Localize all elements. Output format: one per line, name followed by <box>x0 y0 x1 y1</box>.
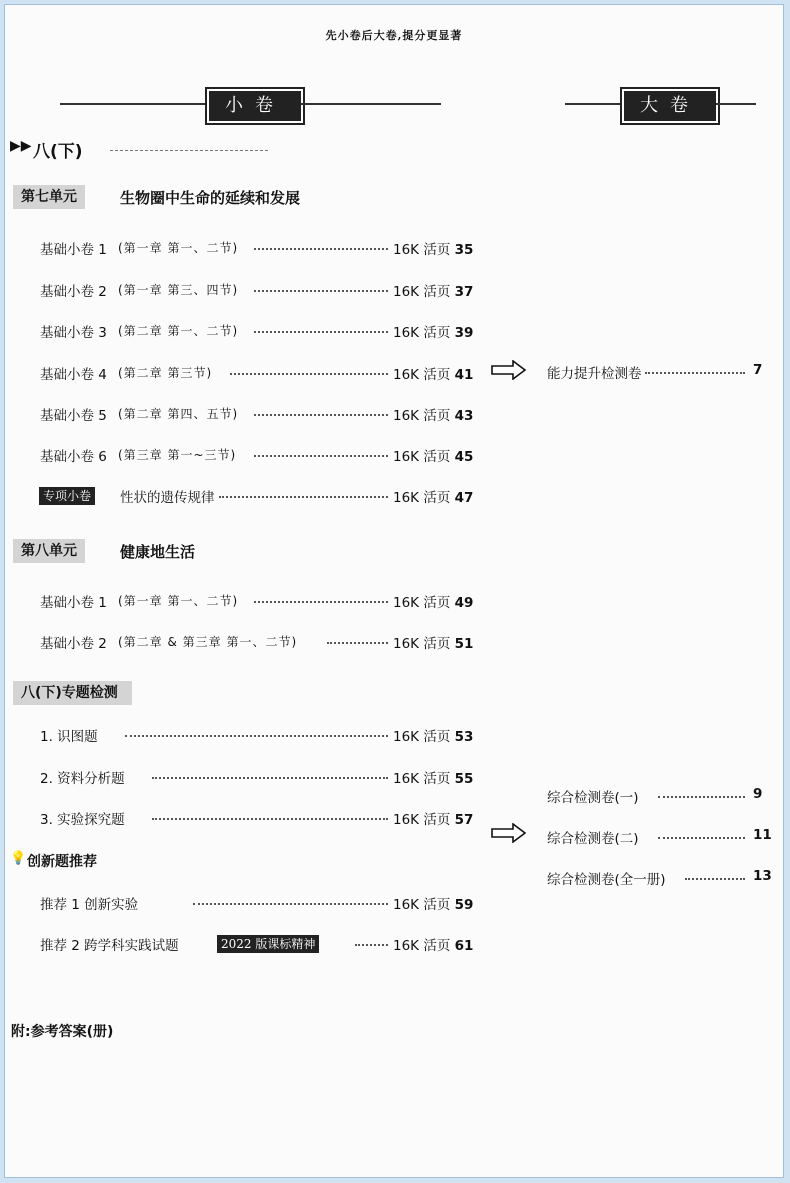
leader-dots <box>327 642 388 644</box>
page-number: 51 <box>454 636 474 652</box>
leader-dots <box>125 735 388 737</box>
large-volume-item: 综合检测卷(一) <box>547 790 639 806</box>
leader-dots <box>152 777 388 779</box>
row-subtitle: (第二章 第三节) <box>118 366 213 380</box>
banner-rule-mid <box>301 103 441 105</box>
row-label: 基础小卷 1 <box>40 595 107 611</box>
page-number: 59 <box>454 897 474 913</box>
row-label: 推荐 2 跨学科实践试题 <box>40 938 179 954</box>
row-label: 2. 资料分析题 <box>40 771 125 787</box>
page-ref <box>393 486 473 506</box>
page-format: 16K 活页 <box>393 284 451 300</box>
large-volume-item: 综合检测卷(全一册) <box>547 872 666 888</box>
page-format: 16K 活页 <box>393 812 451 828</box>
page-number: 43 <box>454 408 474 424</box>
row-label: 基础小卷 1 <box>40 242 107 258</box>
row-label: 推荐 1 创新实验 <box>40 897 139 913</box>
row-label: 基础小卷 6 <box>40 449 107 465</box>
leader-dots <box>193 903 388 905</box>
page-ref <box>393 934 473 954</box>
row-subtitle: (第二章 & 第三章 第一、二节) <box>118 635 298 649</box>
page-number: 35 <box>454 242 474 258</box>
page-number: 45 <box>454 449 474 465</box>
page-ref <box>393 725 473 745</box>
page-number: 13 <box>753 868 772 884</box>
double-arrow-icon: ▶▶ <box>10 138 32 154</box>
unit-tag: 八(下)专题检测 <box>13 681 132 705</box>
page-number: 55 <box>454 771 474 787</box>
slogan: 先小卷后大卷,提分更显著 <box>325 29 463 42</box>
page-ref <box>393 767 473 787</box>
page-format: 16K 活页 <box>393 449 451 465</box>
innovation-heading: 创新题推荐 <box>27 854 97 870</box>
row-subtitle: (第二章 第一、二节) <box>118 324 239 338</box>
leader-dots <box>254 331 388 333</box>
page-number: 11 <box>753 827 772 843</box>
page-ref <box>393 445 473 465</box>
page-format: 16K 活页 <box>393 938 451 954</box>
row-label: 基础小卷 4 <box>40 367 107 383</box>
banner-rule-right-b <box>716 103 756 105</box>
page-format: 16K 活页 <box>393 490 451 506</box>
leader-dots <box>658 796 745 798</box>
row-subtitle: (第二章 第四、五节) <box>118 407 239 421</box>
page-ref <box>393 238 473 258</box>
row-label: 1. 识图题 <box>40 729 98 745</box>
leader-dots <box>254 414 388 416</box>
curriculum-badge: 2022 版课标精神 <box>217 935 319 953</box>
large-volume-banner: 大卷 <box>620 87 720 125</box>
page-ref <box>393 632 473 652</box>
banner-rule-right-a <box>565 103 621 105</box>
page-ref <box>393 280 473 300</box>
row-label: 基础小卷 5 <box>40 408 107 424</box>
page-number: 61 <box>454 938 474 954</box>
page-number: 47 <box>454 490 474 506</box>
large-volume-item: 综合检测卷(二) <box>547 831 639 847</box>
page-format: 16K 活页 <box>393 325 451 341</box>
row-subtitle: (第一章 第一、二节) <box>118 241 239 255</box>
leader-dots <box>230 373 388 375</box>
row-label: 性状的遗传规律 <box>120 490 215 506</box>
page-format: 16K 活页 <box>393 636 451 652</box>
row-subtitle: (第一章 第一、二节) <box>118 594 239 608</box>
page-number: 39 <box>454 325 474 341</box>
lightbulb-icon: 💡 <box>10 851 27 866</box>
unit-tag: 第八单元 <box>13 539 85 563</box>
page-number: 53 <box>454 729 474 745</box>
leader-dots <box>152 818 388 820</box>
row-label: 3. 实验探究题 <box>40 812 125 828</box>
unit-title: 生物圈中生命的延续和发展 <box>120 189 301 207</box>
right-arrow-icon <box>491 360 527 380</box>
toc-page <box>4 4 784 1178</box>
page-format: 16K 活页 <box>393 242 451 258</box>
leader-dots <box>254 455 388 457</box>
page-format: 16K 活页 <box>393 408 451 424</box>
banner-rule-left <box>60 103 205 105</box>
page-number: 49 <box>454 595 474 611</box>
page-number: 7 <box>753 362 763 378</box>
large-volume-item: 能力提升检测卷 <box>547 366 642 382</box>
leader-dots <box>254 290 388 292</box>
unit-title: 健康地生活 <box>120 543 196 561</box>
page-ref <box>393 321 473 341</box>
page-number: 41 <box>454 367 474 383</box>
unit-tag: 第七单元 <box>13 185 85 209</box>
page-number: 9 <box>753 786 763 802</box>
special-badge: 专项小卷 <box>39 487 95 505</box>
page-format: 16K 活页 <box>393 897 451 913</box>
leader-dots <box>355 944 388 946</box>
page-number: 37 <box>454 284 474 300</box>
grade-heading: 八(下) <box>33 142 83 162</box>
page-number: 57 <box>454 812 474 828</box>
row-label: 基础小卷 3 <box>40 325 107 341</box>
leader-dots <box>254 248 388 250</box>
leader-dots <box>645 372 745 374</box>
answers-note: 附:参考答案(册) <box>11 1024 114 1040</box>
leader-dots <box>219 496 388 498</box>
page-ref <box>393 404 473 424</box>
small-volume-banner: 小卷 <box>205 87 305 125</box>
page-ref <box>393 808 473 828</box>
page-format: 16K 活页 <box>393 729 451 745</box>
row-label: 基础小卷 2 <box>40 284 107 300</box>
leader-dots <box>685 878 745 880</box>
row-subtitle: (第三章 第一~三节) <box>118 448 237 462</box>
page-ref <box>393 363 473 383</box>
page-ref <box>393 893 473 913</box>
leader-dots <box>254 601 388 603</box>
right-arrow-icon <box>491 823 527 843</box>
page-format: 16K 活页 <box>393 367 451 383</box>
page-format: 16K 活页 <box>393 771 451 787</box>
row-label: 基础小卷 2 <box>40 636 107 652</box>
page-format: 16K 活页 <box>393 595 451 611</box>
page-ref <box>393 591 473 611</box>
leader-dots <box>658 837 745 839</box>
grade-dash <box>110 150 268 151</box>
row-subtitle: (第一章 第三、四节) <box>118 283 239 297</box>
